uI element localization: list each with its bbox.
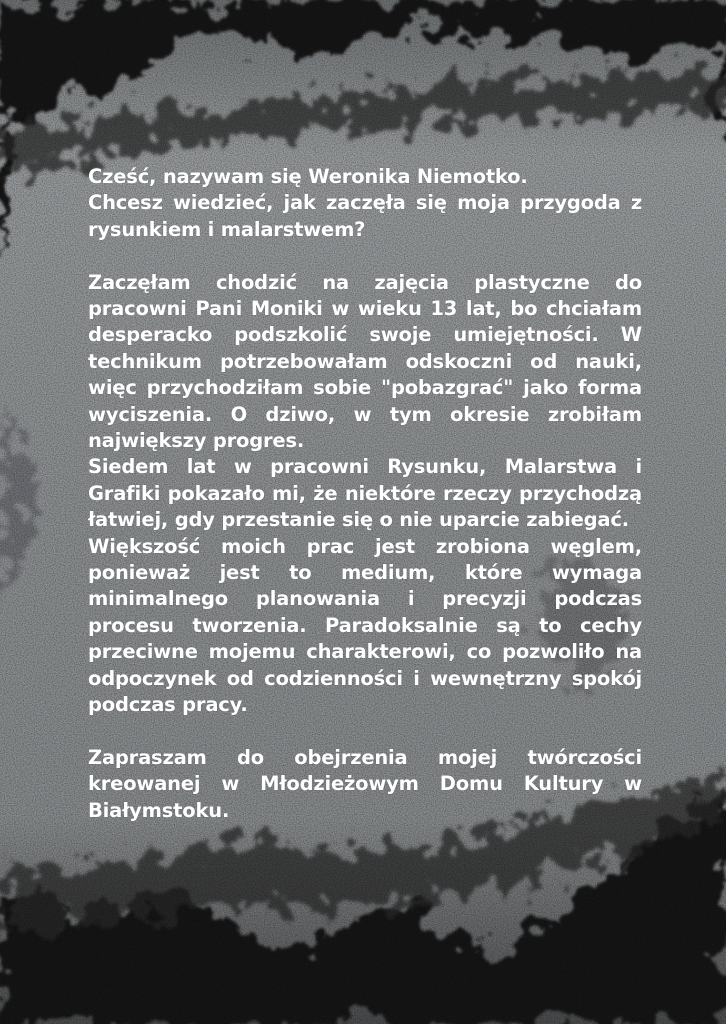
intro-question: Chcesz wiedzieć, jak zaczęła się moja przygoda z rysunkiem i malarstwem? bbox=[88, 191, 642, 241]
story-paragraph-3: Większość moich prac jest zrobiona węglem, ponieważ jest to medium, które wymaga minimalnego planowania i precyzji podczas procesu tworzenia. Paradoksalnie są to cechy przeciwne mojemu charakterowi, co pozwoliło na odpoczynek od codzienności i wewnętrzny spokój podczas pracy. bbox=[88, 534, 642, 717]
intro-greeting: Cześć, nazywam się Weronika Niemotko. bbox=[88, 165, 528, 188]
paragraph-gap bbox=[88, 243, 642, 269]
story-paragraph-2: Siedem lat w pracowni Rysunku, Malarstwa i Grafiki pokazało mi, że niektóre rzeczy przychodzą łatwiej, gdy przestanie się o nie uparcie zabiegać. bbox=[88, 455, 642, 532]
story-paragraph-1: Zaczęłam chodzić na zajęcia plastyczne do pracowni Pani Moniki w wieku 13 lat, bo chciałam desperacko podszkolić swoje umiejętności. W technikum potrzebowałam odskoczni od nauki, więc przychodziłam sobie "pobazgrać" jako forma wyciszenia. O dziwo, w tym okresie zrobiłam największy progres. bbox=[88, 270, 642, 453]
paragraph-gap bbox=[88, 719, 642, 745]
biography-text bbox=[88, 164, 642, 824]
intro-paragraph bbox=[88, 164, 642, 243]
invitation-paragraph: Zapraszam do obejrzenia mojej twórczości kreowanej w Młodzieżowym Domu Kultury w Białymstoku. bbox=[88, 745, 642, 822]
